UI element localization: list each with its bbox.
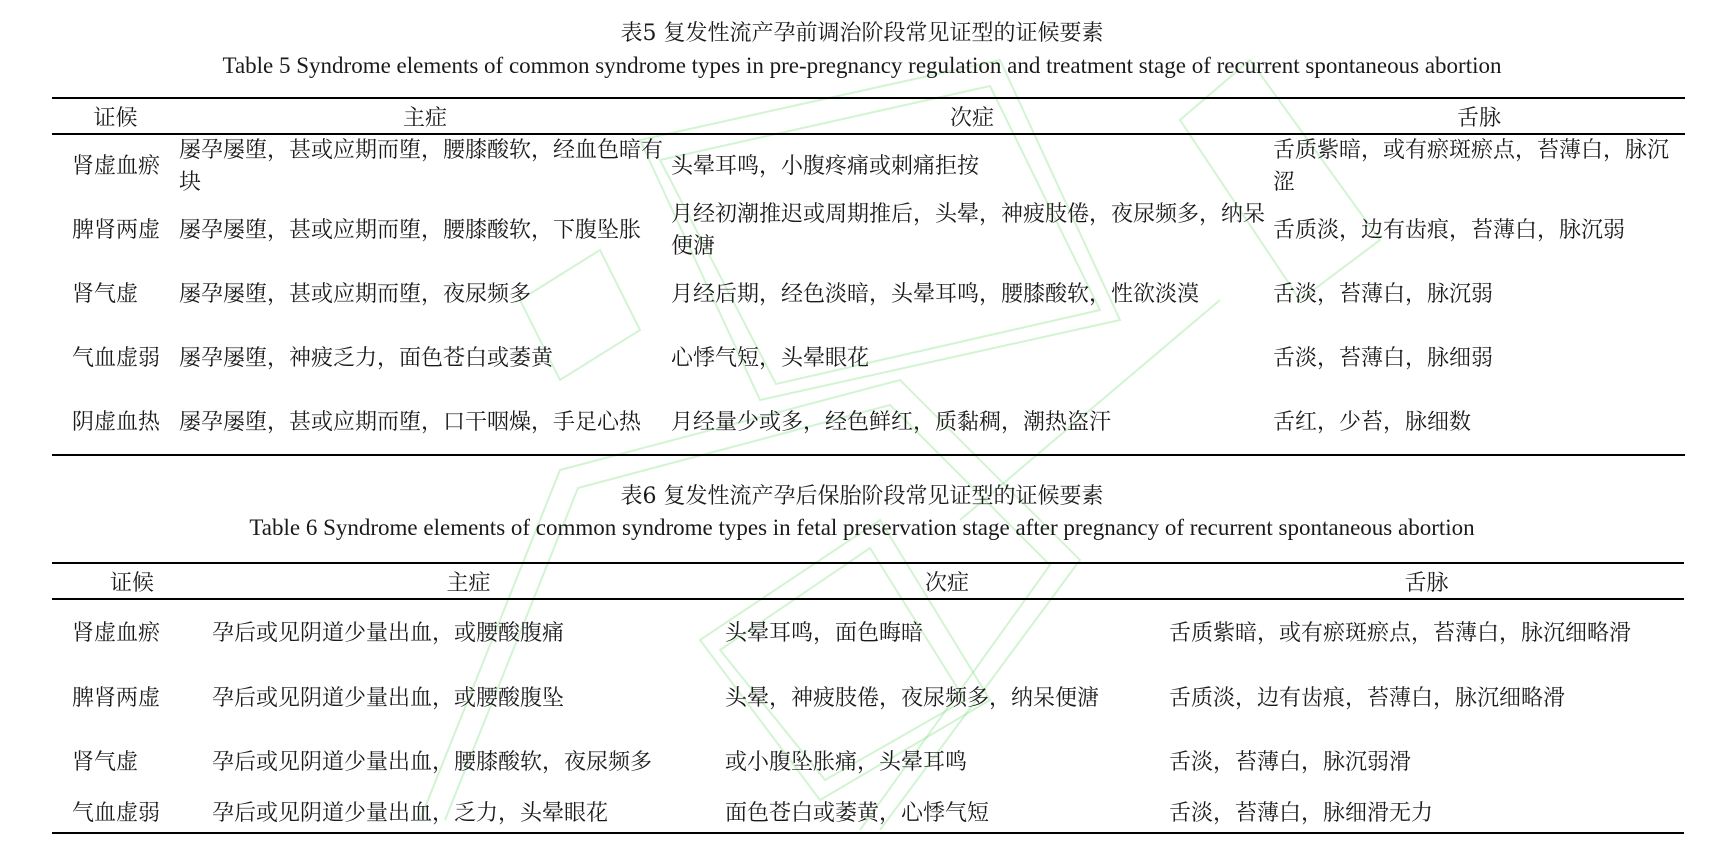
table-row — [52, 795, 1684, 833]
table5 — [52, 97, 1685, 456]
table-row — [52, 134, 1685, 199]
secondary-symptoms-cell: 月经量少或多，经色鲜红，质黏稠，潮热盗汗 — [671, 409, 1112, 435]
syndrome-cell: 脾肾两虚 — [72, 686, 161, 711]
tongue-pulse-cell: 舌淡，苔薄白，脉沉弱 — [1273, 282, 1494, 307]
main-symptoms-cell: 屡孕屡堕，甚或应期而堕，口干咽燥，手足心热 — [179, 409, 642, 435]
secondary-symptoms-cell: 或小腹坠胀痛，头晕耳鸣 — [725, 750, 968, 775]
tongue-pulse-cell: 舌淡，苔薄白，脉细弱 — [1273, 346, 1494, 371]
table6-caption-en: Table 6 Syndrome elements of common syndrome types in fetal preservation stage after pregnancy of recurrent spontaneous abortion — [249, 515, 1475, 540]
tongue-pulse-cell: 舌质紫暗，或有瘀斑瘀点，苔薄白，脉沉涩 — [1273, 138, 1670, 195]
syndrome-cell: 气血虚弱 — [72, 346, 161, 371]
main-symptoms-cell: 屡孕屡堕，神疲乏力，面色苍白或萎黄 — [179, 346, 554, 371]
table5-header-secondary-symptoms: 次症 — [949, 105, 994, 131]
table-row — [52, 599, 1684, 667]
tongue-pulse-cell: 舌红，少苔，脉细数 — [1273, 409, 1472, 435]
table-row — [52, 731, 1684, 795]
main-symptoms-cell: 孕后或见阴道少量出血，乏力，头晕眼花 — [212, 800, 609, 826]
main-symptoms-cell: 孕后或见阴道少量出血，腰膝酸软，夜尿频多 — [212, 750, 653, 775]
syndrome-cell: 气血虚弱 — [72, 800, 161, 826]
tongue-pulse-cell: 舌淡，苔薄白，脉细滑无力 — [1169, 800, 1434, 826]
syndrome-cell: 脾肾两虚 — [72, 218, 161, 243]
table-row — [52, 199, 1685, 263]
table6-caption-cn: 表6 复发性流产孕后保胎阶段常见证型的证候要素 — [620, 484, 1104, 509]
main-symptoms-cell: 屡孕屡堕，甚或应期而堕，腰膝酸软，下腹坠胀 — [179, 218, 642, 243]
secondary-symptoms-cell: 面色苍白或萎黄，心悸气短 — [725, 800, 990, 826]
table6-header-syndrome: 证候 — [109, 570, 154, 596]
main-symptoms-cell: 屡孕屡堕，甚或应期而堕，腰膝酸软，经血色暗有块 — [179, 138, 664, 195]
table5-caption-cn: 表5 复发性流产孕前调治阶段常见证型的证候要素 — [620, 21, 1104, 46]
syndrome-cell: 阴虚血热 — [72, 409, 161, 435]
table5-header-syndrome: 证候 — [93, 105, 138, 131]
tongue-pulse-cell: 舌质淡，边有齿痕，苔薄白，脉沉弱 — [1273, 218, 1626, 243]
syndrome-cell: 肾气虚 — [72, 750, 139, 775]
table-row — [52, 263, 1685, 327]
table-row — [52, 391, 1685, 455]
table-row — [52, 327, 1685, 391]
table5-caption-en: Table 5 Syndrome elements of common syndrome types in pre-pregnancy regulation and treatment stage of recurrent spontaneous abortion — [222, 53, 1502, 78]
secondary-symptoms-cell: 头晕耳鸣，小腹疼痛或刺痛拒按 — [671, 154, 980, 179]
main-symptoms-cell: 孕后或见阴道少量出血，或腰酸腹痛 — [212, 620, 565, 646]
table6 — [52, 562, 1684, 834]
secondary-symptoms-cell: 月经后期，经色淡暗，头晕耳鸣，腰膝酸软，性欲淡漠 — [671, 282, 1200, 307]
table6-header-secondary-symptoms: 次症 — [924, 570, 969, 596]
tongue-pulse-cell: 舌质紫暗，或有瘀斑瘀点，苔薄白，脉沉细略滑 — [1169, 620, 1632, 646]
table6-header-row — [52, 563, 1684, 599]
syndrome-cell: 肾虚血瘀 — [72, 154, 161, 179]
secondary-symptoms-cell: 头晕，神疲肢倦，夜尿频多，纳呆便溏 — [725, 686, 1100, 711]
syndrome-cell: 肾虚血瘀 — [72, 620, 161, 646]
table5-header-tongue-pulse: 舌脉 — [1456, 105, 1501, 131]
table5-header-main-symptoms: 主症 — [402, 105, 447, 131]
main-symptoms-cell: 孕后或见阴道少量出血，或腰酸腹坠 — [212, 686, 565, 711]
table5-header-row — [52, 98, 1685, 134]
table-row — [52, 667, 1684, 731]
secondary-symptoms-cell: 头晕耳鸣，面色晦暗 — [725, 620, 924, 646]
table6-header-main-symptoms: 主症 — [446, 570, 491, 596]
main-symptoms-cell: 屡孕屡堕，甚或应期而堕，夜尿频多 — [179, 282, 532, 307]
tongue-pulse-cell: 舌质淡，边有齿痕，苔薄白，脉沉细略滑 — [1169, 686, 1566, 711]
secondary-symptoms-cell: 月经初潮推迟或周期推后，头晕，神疲肢倦，夜尿频多，纳呆便溏 — [671, 202, 1266, 259]
tongue-pulse-cell: 舌淡，苔薄白，脉沉弱滑 — [1169, 750, 1412, 775]
syndrome-cell: 肾气虚 — [72, 282, 139, 307]
secondary-symptoms-cell: 心悸气短，头晕眼花 — [671, 346, 870, 371]
table6-header-tongue-pulse: 舌脉 — [1404, 570, 1449, 596]
